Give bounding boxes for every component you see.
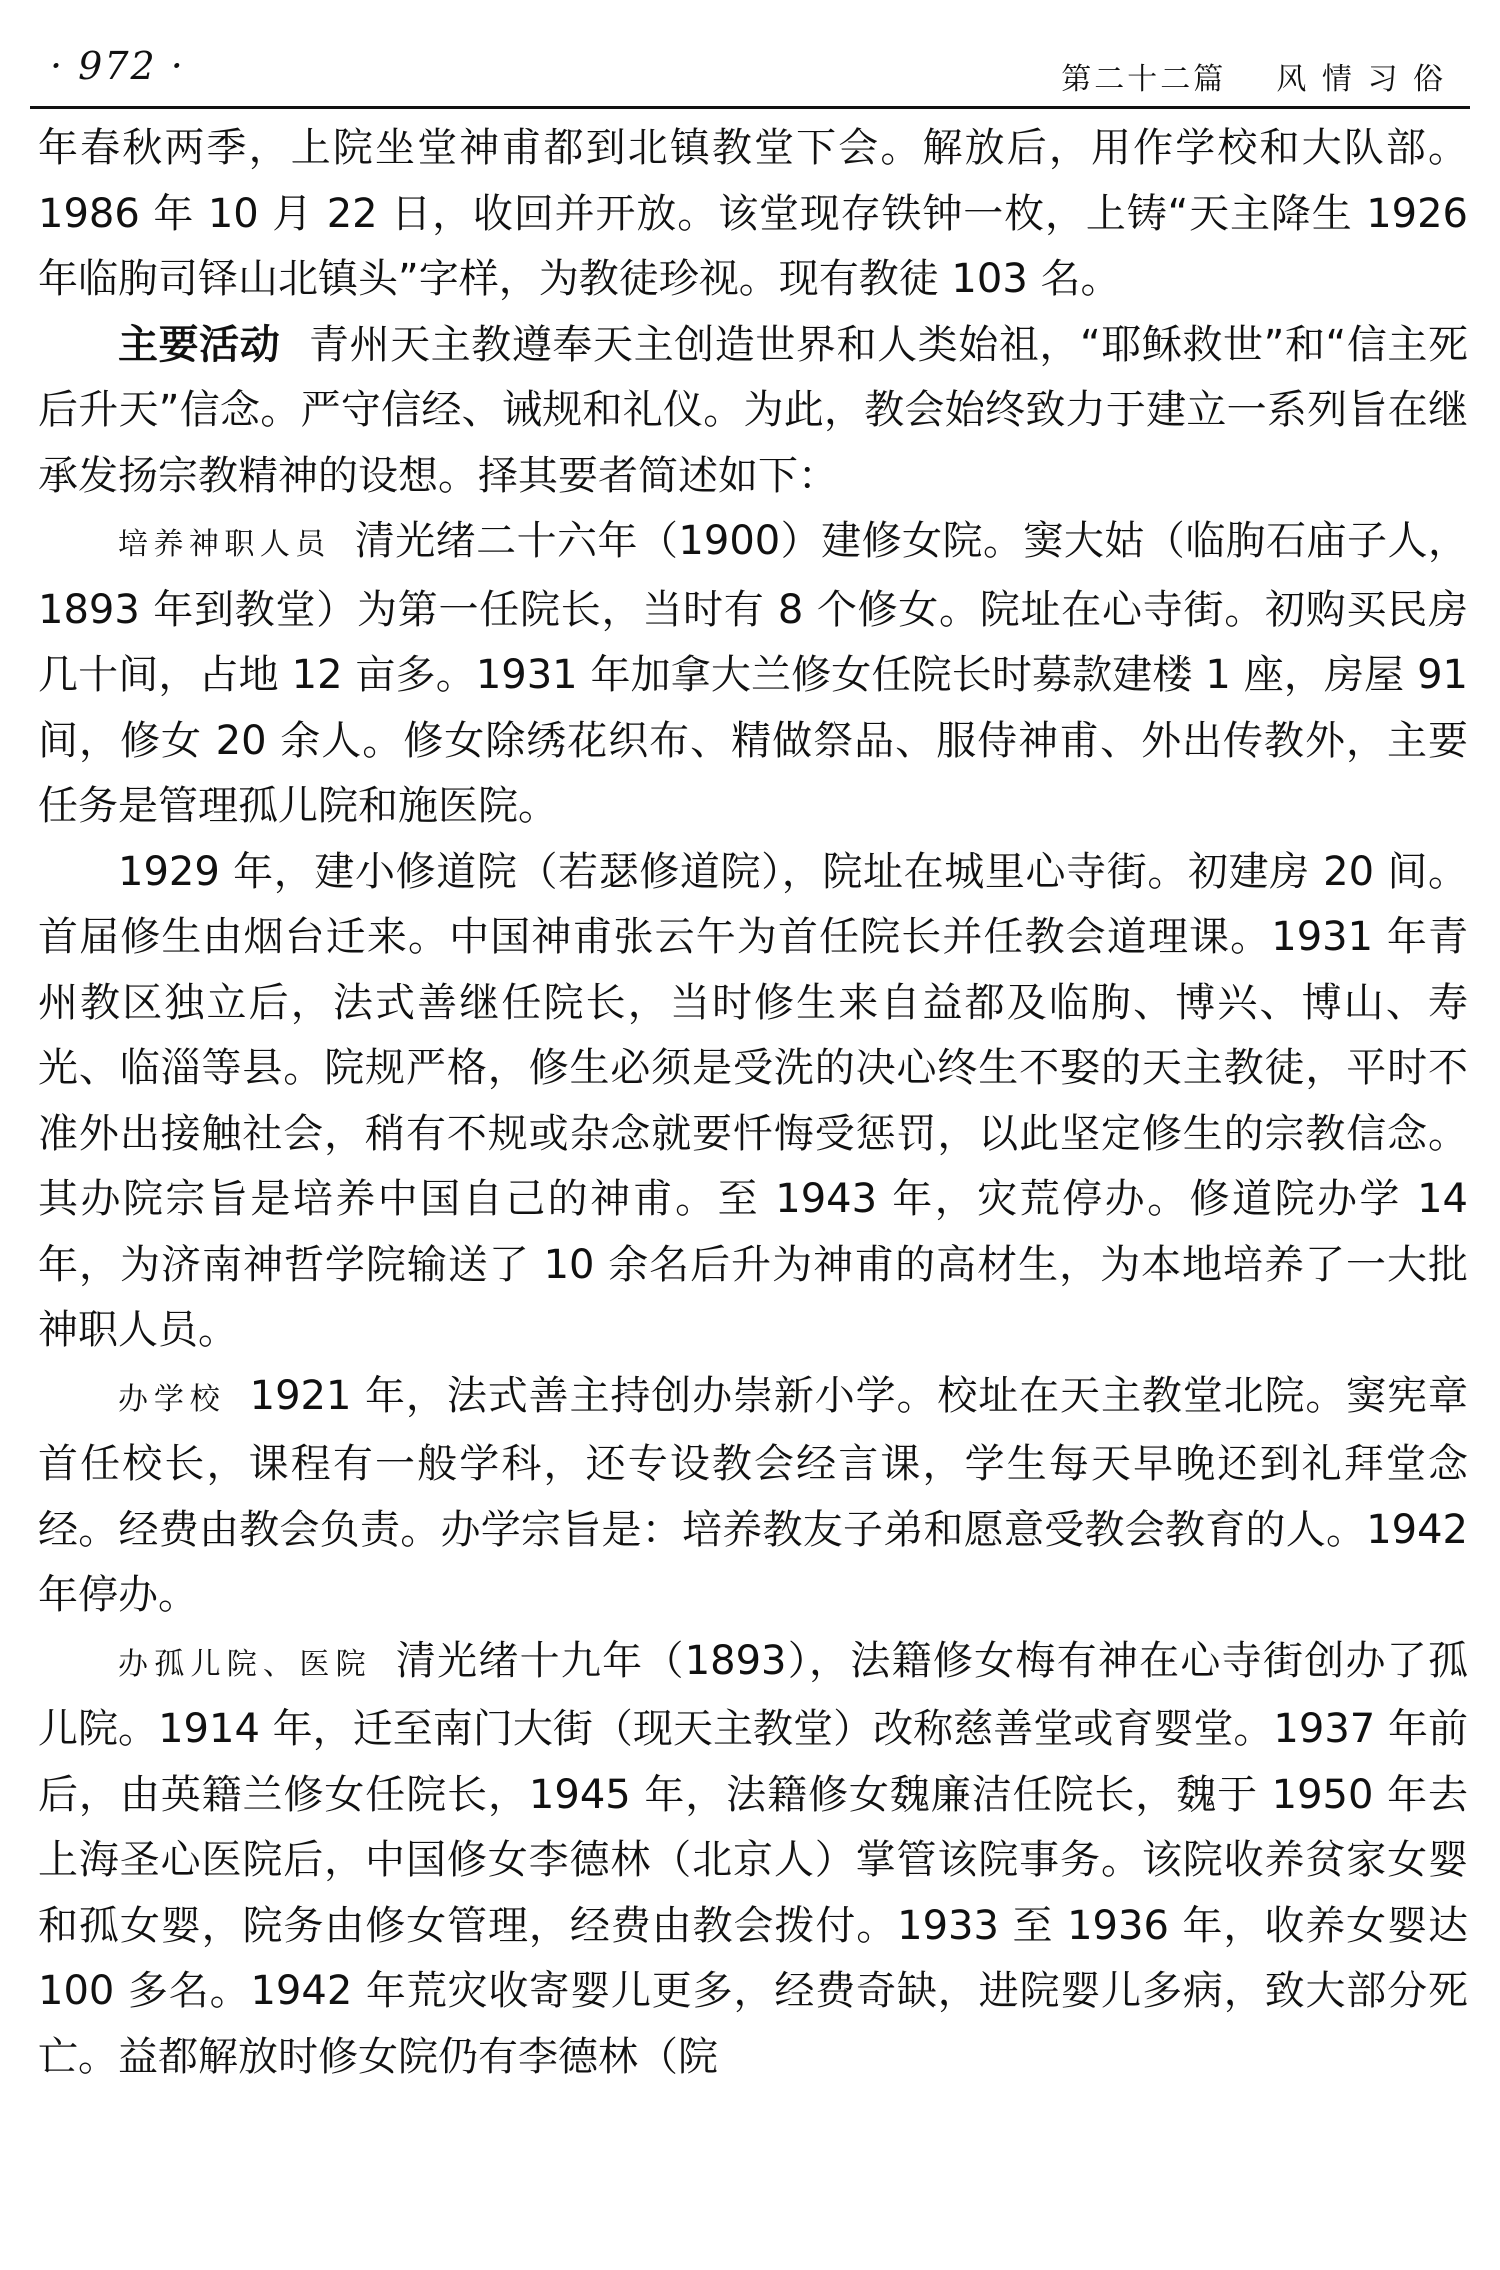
paragraph-5 [38, 1364, 1468, 1629]
paragraph-3-body: 清光绪二十六年（1900）建修女院。窦大姑（临朐石庙子人，1893 年到教堂）为第一任院长，当时有 8 个修女。院址在心寺街。初购买民房几十间，占地 12 亩多。1931 年加拿大兰修女任院长时募款建楼 1 座，房屋 91 间，修女 20 余人。修女除绣花织布、精做祭品、服侍神甫、外出传教外，主要任务是管理孤儿院和施医院。 [38, 518, 1469, 829]
page-header [30, 40, 1470, 100]
paragraph-6 [38, 1629, 1468, 2091]
chapter-title: 第二十二篇 风 情 习 俗 [1061, 62, 1446, 97]
body-text [38, 116, 1468, 2090]
paragraph-5-body: 1921 年，法式善主持创办崇新小学。校址在天主教堂北院。窦宪章首任校长，课程有一般学科，还专设教会经言课，学生每天早晚还到礼拜堂念经。经费由教会负责。办学宗旨是：培养教友子弟和愿意受教会教育的人。1942 年停办。 [38, 1372, 1469, 1618]
paragraph-4: 1929 年，建小修道院（若瑟修道院），院址在城里心寺街。初建房 20 间。首届修生由烟台迁来。中国神甫张云午为首任院长并任教会道理课。1931 年青州教区独立后，法式善继任院长，当时修生来自益都及临朐、博兴、博山、寿光、临淄等县。院规严格，修生必须是受洗的决心终生不娶的天主教徒，平时不准外出接触社会，稍有不规或杂念就要忏悔受惩罚，以此坚定修生的宗教信念。其办院宗旨是培养中国自己的神甫。至 1943 年，灾荒停办。修道院办学 14 年，为济南神哲学院输送了 10 余名后升为神甫的高材生，为本地培养了一大批神职人员。 [38, 848, 1468, 1353]
subheading-clergy-training: 培养神职人员 [118, 527, 331, 562]
paragraph-2 [38, 313, 1468, 510]
subheading-schools: 办学校 [118, 1381, 226, 1417]
paragraph-6-body: 清光绪十九年（1893），法籍修女梅有神在心寺街创办了孤儿院。1914 年，迁至南门大街（现天主教堂）改称慈善堂或育婴堂。1937 年前后，由英籍兰修女任院长，1945 年，法籍修女魏廉洁任院长，魏于 1950 年去上海圣心医院后，中国修女李德林（北京人）掌管该院事务。该院收养贫家女婴和孤女婴，院务由修女管理，经费由教会拨付。1933 至 1936 年，收养女婴达 100 多名。1942 年荒灾收寄婴儿更多，经费奇缺，进院婴儿多病，致大部分死亡。益都解放时修女院仍有李德林（院 [38, 1637, 1469, 2080]
page-number: · 972 · [50, 44, 185, 88]
subheading-orphanage-hospital: 办孤儿院、医院 [118, 1646, 372, 1682]
paragraph-3 [38, 509, 1468, 840]
paragraph-2-body: 青州天主教遵奉天主创造世界和人类始祖，“耶稣救世”和“信主死后升天”信念。严守信经、诫规和礼仪。为此，教会始终致力于建立一系列旨在继承发扬宗教精神的设想。择其要者简述如下： [38, 321, 1469, 499]
header-rule [30, 106, 1470, 109]
section-heading-main-activities: 主要活动 [118, 321, 281, 368]
paragraph-1: 年春秋两季，上院坐堂神甫都到北镇教堂下会。解放后，用作学校和大队部。1986 年 10 月 22 日，收回并开放。该堂现存铁钟一枚，上铸“天主降生 1926 年临朐司铎山北镇头”字样，为教徒珍视。现有教徒 103 名。 [38, 125, 1468, 302]
